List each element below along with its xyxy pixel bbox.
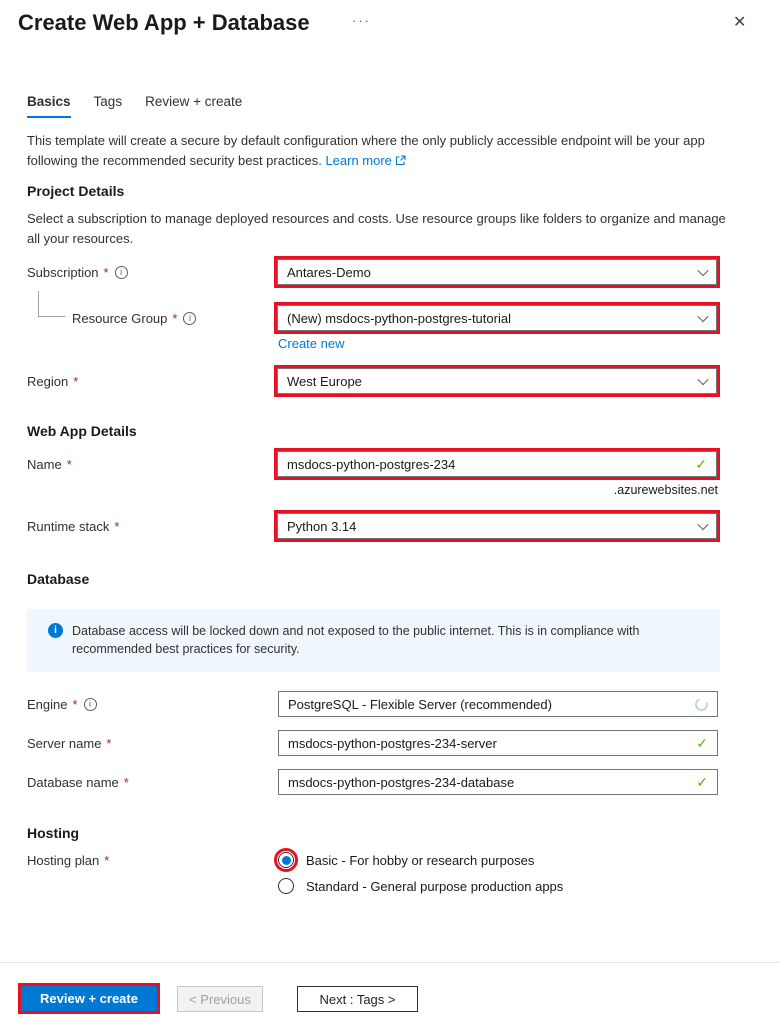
region-label-text: Region [27, 373, 69, 389]
review-create-annotation-box [18, 983, 160, 1014]
radio-selected-icon[interactable] [278, 852, 294, 868]
close-icon[interactable] [733, 12, 746, 32]
name-label [27, 451, 72, 477]
chevron-down-icon [697, 519, 708, 530]
resource-group-annotation-box [274, 302, 720, 334]
template-description [27, 131, 733, 171]
resource-group-dropdown[interactable] [277, 305, 717, 331]
subscription-dropdown[interactable] [277, 259, 717, 285]
name-input[interactable] [277, 451, 717, 477]
banner-text: Database access will be locked down and not exposed to the public internet. This is in compliance with recommended best practices for security. [72, 624, 640, 656]
web-app-details-heading: Web App Details [27, 423, 137, 439]
spinner-icon [693, 695, 710, 712]
info-filled-icon [48, 623, 63, 638]
required-asterisk: * [106, 735, 112, 751]
engine-value: PostgreSQL - Flexible Server (recommended) [288, 696, 552, 712]
review-create-button[interactable]: Review + create [21, 986, 157, 1011]
subscription-annotation-box [274, 256, 720, 288]
required-asterisk: * [66, 456, 72, 472]
template-description-text: This template will create a secure by default configuration where the only publicly accessible endpoint will be your app following the recommended security best practices. [27, 133, 705, 168]
hosting-plan-label-text: Hosting plan [27, 852, 100, 868]
page-title: Create Web App + Database [18, 10, 310, 35]
name-value: msdocs-python-postgres-234 [287, 456, 456, 472]
name-annotation-box [274, 448, 720, 480]
required-asterisk: * [114, 518, 120, 534]
wizard-tabs [27, 94, 242, 118]
engine-dropdown[interactable] [278, 691, 718, 717]
database-heading: Database [27, 571, 90, 587]
subscription-value: Antares-Demo [287, 264, 371, 280]
info-icon[interactable] [84, 698, 97, 711]
radio-slot [274, 848, 298, 872]
radio-annotation-ring [274, 848, 298, 872]
tab-review-create[interactable]: Review + create [145, 94, 243, 109]
external-link-icon [395, 155, 406, 166]
chevron-down-icon [697, 265, 708, 276]
region-dropdown[interactable] [277, 368, 717, 394]
required-asterisk: * [104, 852, 110, 868]
resource-group-label-text: Resource Group [72, 310, 168, 326]
database-name-label-text: Database name [27, 774, 119, 790]
runtime-stack-label-text: Runtime stack [27, 518, 110, 534]
chevron-down-icon [697, 311, 708, 322]
info-icon[interactable] [183, 312, 196, 325]
runtime-stack-dropdown[interactable] [277, 513, 717, 539]
create-new-link[interactable]: Create new [278, 336, 345, 351]
tab-tags[interactable]: Tags [93, 94, 123, 109]
next-tags-button[interactable]: Next : Tags > [297, 986, 418, 1012]
required-asterisk: * [123, 774, 129, 790]
hosting-plan-option-standard[interactable] [274, 874, 563, 898]
hosting-plan-label [27, 848, 109, 872]
server-name-value: msdocs-python-postgres-234-server [288, 735, 497, 751]
radio-unselected-icon[interactable] [278, 878, 294, 894]
learn-more-link[interactable] [325, 153, 405, 168]
engine-label-text: Engine [27, 696, 68, 712]
green-check-icon [695, 456, 707, 473]
region-value: West Europe [287, 373, 362, 389]
subscription-label [27, 259, 128, 285]
database-info-banner [27, 609, 720, 672]
previous-button[interactable]: < Previous [177, 986, 263, 1012]
hosting-plan-standard-label: Standard - General purpose production apps [306, 878, 564, 894]
tab-basics[interactable]: Basics [27, 94, 71, 118]
tree-connector-line [38, 291, 65, 317]
info-icon[interactable] [115, 266, 128, 279]
runtime-stack-annotation-box [274, 510, 720, 542]
runtime-stack-value: Python 3.14 [287, 518, 357, 534]
learn-more-label: Learn more [325, 153, 392, 168]
database-name-label [27, 769, 129, 795]
radio-slot [274, 874, 298, 898]
subscription-label-text: Subscription [27, 264, 99, 280]
region-label [27, 368, 78, 394]
domain-suffix: .azurewebsites.net [613, 483, 718, 497]
runtime-stack-label [27, 513, 119, 539]
required-asterisk: * [172, 310, 178, 326]
project-details-description: Select a subscription to manage deployed resources and costs. Use resource groups like folders to organize and manage all your resources. [27, 211, 726, 246]
footer-divider [0, 962, 780, 963]
engine-label [27, 691, 97, 717]
database-name-input[interactable] [278, 769, 718, 795]
name-label-text: Name [27, 456, 62, 472]
server-name-label-text: Server name [27, 735, 102, 751]
required-asterisk: * [72, 696, 78, 712]
server-name-input[interactable] [278, 730, 718, 756]
resource-group-label [72, 305, 196, 331]
server-name-label [27, 730, 111, 756]
region-annotation-box [274, 365, 720, 397]
green-check-icon [696, 735, 708, 752]
hosting-heading: Hosting [27, 825, 80, 841]
chevron-down-icon [697, 374, 708, 385]
more-options-icon[interactable] [352, 13, 371, 28]
green-check-icon [696, 774, 708, 791]
hosting-plan-basic-label: Basic - For hobby or research purposes [306, 852, 535, 868]
database-name-value: msdocs-python-postgres-234-database [288, 774, 515, 790]
required-asterisk: * [73, 373, 79, 389]
hosting-plan-option-basic[interactable] [274, 848, 534, 872]
project-details-heading: Project Details [27, 183, 125, 199]
resource-group-value: (New) msdocs-python-postgres-tutorial [287, 310, 511, 326]
required-asterisk: * [103, 264, 109, 280]
